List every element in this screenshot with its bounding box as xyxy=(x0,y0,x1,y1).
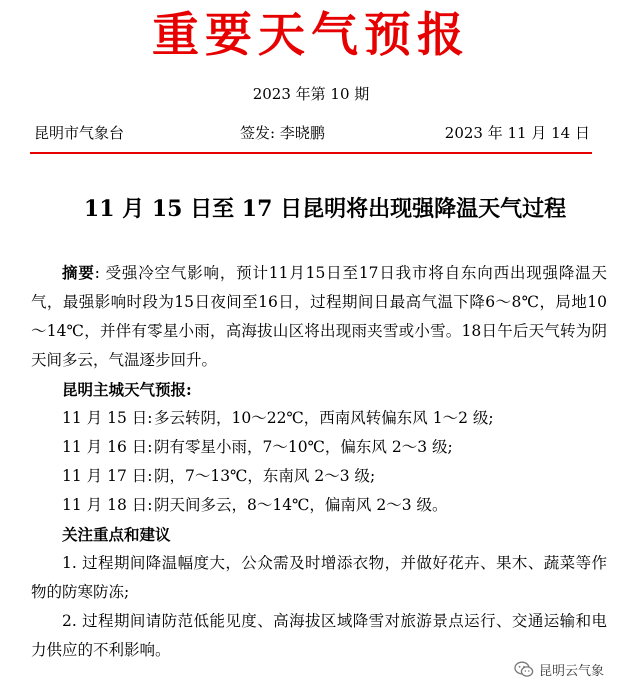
watermark xyxy=(514,660,604,679)
forecast-date: 11 月 17 日: xyxy=(62,467,153,485)
advice-list xyxy=(31,549,607,665)
forecast-date: 11 月 16 日: xyxy=(62,438,153,456)
signed-by: 签发: 李晓鹏 xyxy=(240,124,325,142)
masthead-title: 重要天气预报 xyxy=(152,8,470,63)
summary-paragraph xyxy=(31,258,607,375)
advice-heading: 关注重点和建议 xyxy=(62,525,171,544)
advice-item: 2. 过程期间请防范低能见度、高海拔区域降雪对旅游景点运行、交通运输和电力供应的不利影响。 xyxy=(31,612,607,659)
forecast-text: 阴，7～13℃，东南风 2～3 级; xyxy=(154,467,376,485)
forecast-heading: 昆明主城天气预报: xyxy=(62,380,192,399)
summary-label: 摘要 xyxy=(62,263,95,282)
forecast-text: 多云转阴，10～22℃，西南风转偏东风 1～2 级; xyxy=(154,409,494,427)
forecast-date: 11 月 18 日: xyxy=(62,496,153,514)
issue-number: 2023 年第 10 期 xyxy=(252,85,370,103)
forecast-text: 阴有零星小雨，7～10℃，偏东风 2～3 级; xyxy=(154,438,453,456)
wechat-icon xyxy=(514,661,534,678)
forecast-date: 11 月 15 日: xyxy=(62,409,153,427)
forecast-row xyxy=(31,462,607,491)
summary-text: : 受强冷空气影响，预计11月15日至17日我市将自东向西出现强降温天气，最强影响时段为15日夜间至16日，过程期间日最高气温下降6～8℃，局地10～14℃，并伴有零星小雨，高海拔山区将出现雨夹雪或小雪。18日午后天气转为阴天间多云，气温逐步回升。 xyxy=(31,264,607,369)
issuing-organization: 昆明市气象台 xyxy=(34,124,125,142)
forecast-row xyxy=(31,491,607,520)
forecast-text: 阴天间多云，8～14℃，偏南风 2～3 级。 xyxy=(154,496,448,514)
headline: 11 月 15 日至 17 日昆明将出现强降温天气过程 xyxy=(83,196,567,222)
forecast-list xyxy=(31,404,607,520)
issue-date: 2023 年 11 月 14 日 xyxy=(444,124,590,142)
meta-row xyxy=(34,121,590,145)
document-body xyxy=(31,258,607,665)
forecast-row xyxy=(31,433,607,462)
watermark-text: 昆明云气象 xyxy=(538,664,604,679)
advice-item: 1. 过程期间降温幅度大，公众需及时增添衣物，并做好花卉、果木、蔬菜等作物的防寒防冻; xyxy=(31,554,607,601)
forecast-row xyxy=(31,404,607,433)
header-divider xyxy=(30,152,592,154)
